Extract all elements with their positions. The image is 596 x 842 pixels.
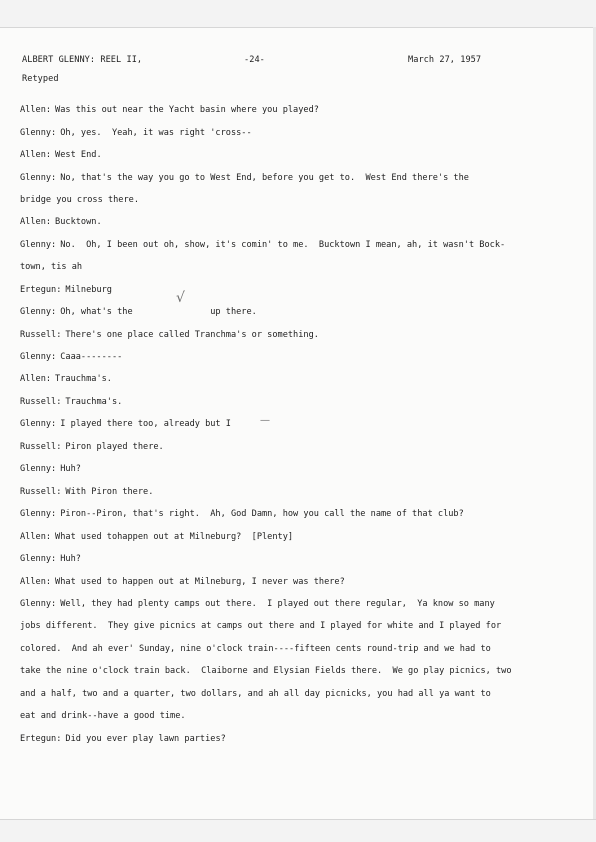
line-text: bridge you cross there. — [20, 195, 139, 205]
speaker-label: Russell: — [20, 397, 62, 407]
transcript-continuation — [20, 615, 501, 633]
scan-border-top — [0, 0, 596, 28]
speaker-label: Russell: — [20, 487, 62, 497]
transcript-line — [20, 279, 112, 297]
line-text: eat and drink--have a good time. — [20, 711, 186, 721]
line-text: town, tis ah — [20, 262, 83, 272]
transcript-line — [20, 167, 469, 185]
line-text: No. Oh, I been out oh, show, it's comin' to me. Bucktown I mean, ah, it wasn't Bock- — [60, 240, 506, 250]
speaker-label: Glenny: — [20, 240, 57, 250]
page-number: -24- — [244, 55, 265, 65]
transcript-line — [20, 593, 495, 611]
line-text: Huh? — [60, 554, 81, 564]
transcript-continuation — [20, 638, 491, 656]
line-text: There's one place called Tranchma's or something. — [65, 330, 319, 340]
line-text: Was this out near the Yacht basin where you played? — [55, 105, 319, 115]
line-text: West End. — [55, 150, 102, 160]
transcript-line — [20, 413, 231, 431]
transcript-line — [20, 211, 102, 229]
speaker-label: Glenny: — [20, 128, 57, 138]
transcript-continuation — [20, 683, 491, 701]
pencil-checkmark: √ — [176, 290, 185, 306]
speaker-label: Russell: — [20, 442, 62, 452]
line-text: colored. And ah ever' Sunday, nine o'clock train----fifteen cents round-trip and we had to — [20, 644, 491, 654]
transcript-continuation — [20, 705, 186, 723]
speaker-label: Glenny: — [20, 464, 57, 474]
speaker-label: Glenny: — [20, 352, 57, 362]
line-text: take the nine o'clock train back. Claiborne and Elysian Fields there. We go play picnics, two — [20, 666, 512, 676]
transcript-line — [20, 324, 319, 342]
speaker-label: Ertegun: — [20, 285, 62, 295]
retyped-note: Retyped — [22, 74, 59, 84]
transcript-line — [20, 436, 164, 454]
transcript-line — [20, 728, 226, 746]
line-text: Caaa-------- — [60, 352, 123, 362]
transcript-line — [20, 122, 252, 140]
line-text: and a half, two and a quarter, two dollars, and ah all day picnicks, you had all ya want to — [20, 689, 491, 699]
line-text: I played there too, already but I — [60, 419, 231, 429]
line-text: Piron played there. — [65, 442, 164, 452]
speaker-label: Allen: — [20, 105, 52, 115]
transcript-line — [20, 571, 345, 589]
transcript-line — [20, 368, 112, 386]
speaker-label: Glenny: — [20, 554, 57, 564]
transcript-continuation — [20, 256, 82, 274]
transcript-line — [20, 346, 122, 364]
transcript-continuation — [20, 189, 139, 207]
transcript-line — [20, 391, 122, 409]
transcript-line — [20, 548, 81, 566]
transcript-line — [20, 481, 153, 499]
speaker-label: Allen: — [20, 532, 52, 542]
speaker-label: Allen: — [20, 217, 52, 227]
line-text: No, that's the way you go to West End, before you get to. West End there's the — [60, 173, 469, 183]
line-text: Well, they had plenty camps out there. I played out there regular, Ya know so many — [60, 599, 495, 609]
speaker-label: Glenny: — [20, 173, 57, 183]
header-title: ALBERT GLENNY: REEL II, — [22, 55, 143, 65]
transcript-line — [20, 503, 464, 521]
transcript-line — [20, 301, 257, 319]
speaker-label: Allen: — [20, 577, 52, 587]
transcript-line — [20, 526, 293, 544]
line-text: What used tohappen out at Milneburg? [Plenty] — [55, 532, 294, 542]
speaker-label: Allen: — [20, 150, 52, 160]
transcript-line — [20, 99, 319, 117]
line-text: Piron--Piron, that's right. Ah, God Damn, how you call the name of that club? — [60, 509, 464, 519]
transcript-line — [20, 458, 81, 476]
line-text: Oh, what's the up there. — [60, 307, 257, 317]
line-text: Bucktown. — [55, 217, 102, 227]
line-text: With Piron there. — [65, 487, 154, 497]
pencil-dash: — — [260, 415, 270, 426]
speaker-label: Russell: — [20, 330, 62, 340]
speaker-label: Glenny: — [20, 419, 57, 429]
line-text: Trauchma's. — [65, 397, 123, 407]
speaker-label: Glenny: — [20, 307, 57, 317]
transcript-line — [20, 234, 505, 252]
header-date: March 27, 1957 — [408, 55, 482, 65]
transcript-line — [20, 144, 102, 162]
speaker-label: Ertegun: — [20, 734, 62, 744]
scan-border-bottom — [0, 819, 596, 842]
speaker-label: Glenny: — [20, 599, 57, 609]
line-text: Oh, yes. Yeah, it was right 'cross-- — [60, 128, 252, 138]
line-text: Did you ever play lawn parties? — [65, 734, 226, 744]
line-text: What used to happen out at Milneburg, I never was there? — [55, 577, 345, 587]
line-text: Milneburg — [65, 285, 112, 295]
speaker-label: Allen: — [20, 374, 52, 384]
line-text: jobs different. They give picnics at camps out there and I played for white and I played for — [20, 621, 502, 631]
speaker-label: Glenny: — [20, 509, 57, 519]
line-text: Trauchma's. — [55, 374, 112, 384]
line-text: Huh? — [60, 464, 81, 474]
transcript-continuation — [20, 660, 512, 678]
